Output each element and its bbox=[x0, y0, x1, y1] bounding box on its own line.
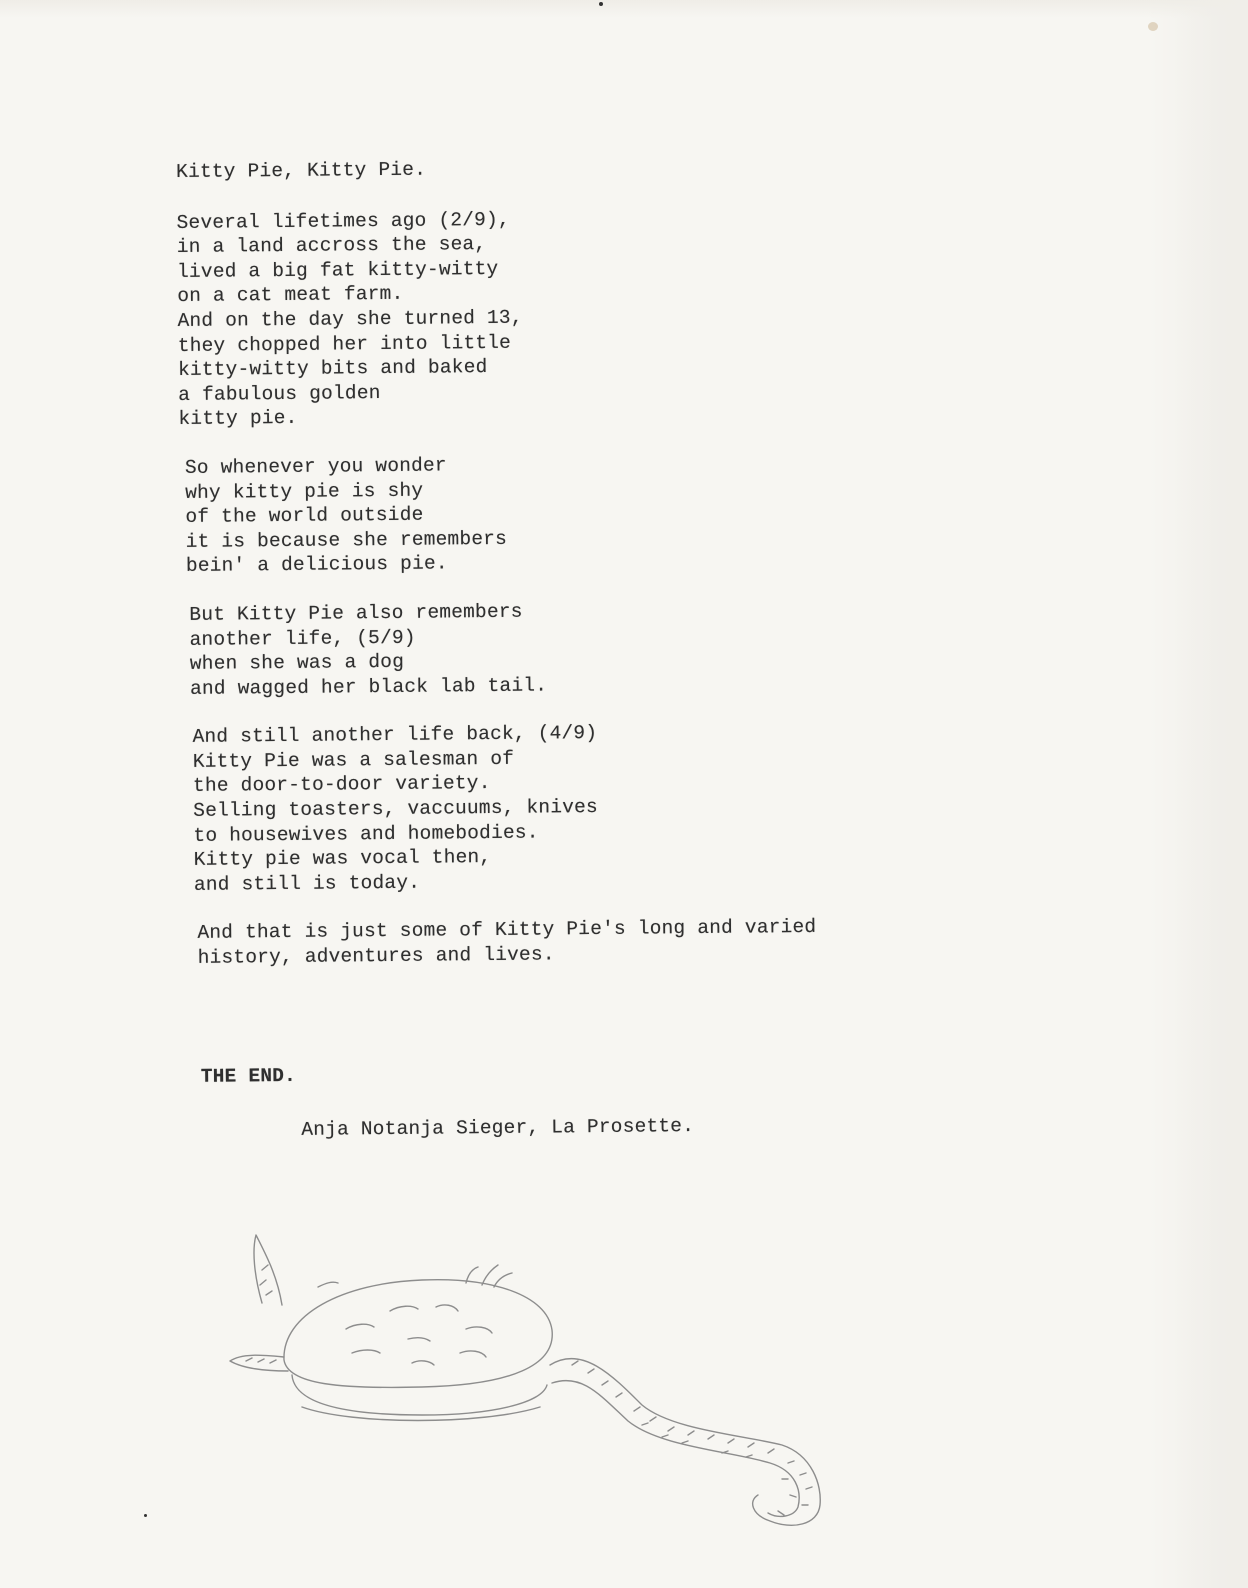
paper-speck bbox=[144, 1514, 147, 1517]
cat-pie-sketch-icon bbox=[222, 1225, 842, 1545]
closing-line: THE END. bbox=[200, 1064, 297, 1088]
poem-line: a fabulous golden bbox=[178, 381, 381, 406]
poem-line: Several lifetimes ago (2/9), bbox=[176, 208, 510, 234]
paper-speck bbox=[599, 2, 603, 6]
poem-line: when she was a dog bbox=[189, 650, 405, 675]
poem-line: in a land accross the sea, bbox=[176, 233, 487, 259]
paper-top-edge bbox=[0, 0, 1248, 18]
poem-line: the door-to-door variety. bbox=[192, 772, 491, 798]
poem-line: And still another life back, (4/9) bbox=[192, 722, 598, 749]
poem-line: to housewives and homebodies. bbox=[193, 821, 539, 847]
poem-line: And on the day she turned 13, bbox=[177, 306, 523, 332]
poem-line: So whenever you wonder bbox=[184, 454, 447, 479]
poem-line: But Kitty Pie also remembers bbox=[189, 600, 523, 626]
stanza-3 bbox=[189, 596, 901, 701]
poem-line: they chopped her into little bbox=[177, 331, 512, 357]
poem-line: kitty pie. bbox=[178, 407, 298, 431]
poem-title: Kitty Pie, Kitty Pie. bbox=[176, 158, 427, 183]
poem-line: lived a big fat kitty-witty bbox=[176, 257, 499, 283]
poem-line: kitty-witty bits and baked bbox=[177, 356, 488, 382]
paper-stain bbox=[1148, 22, 1158, 31]
poem-line: it is because she remembers bbox=[185, 527, 508, 553]
poem-line: Selling toasters, vaccuums, knives bbox=[193, 796, 599, 822]
poem-line: Kitty Pie was a salesman of bbox=[192, 747, 515, 773]
poem-line: and still is today. bbox=[193, 871, 421, 896]
poem-line: bein' a delicious pie. bbox=[185, 552, 448, 578]
paper-right-edge bbox=[1178, 0, 1248, 1588]
stanza-1 bbox=[176, 204, 898, 432]
stanza-2 bbox=[185, 449, 900, 579]
poem-line: history, adventures and lives. bbox=[197, 943, 555, 969]
poem-line: why kitty pie is shy bbox=[185, 479, 424, 504]
poem-line: And that is just some of Kitty Pie's long and varied bbox=[197, 916, 817, 945]
poem-line: on a cat meat farm. bbox=[177, 283, 404, 308]
stanza-5 bbox=[197, 914, 903, 970]
author-signature: Anja Notanja Sieger, La Prosette. bbox=[301, 1115, 695, 1142]
typed-poem bbox=[176, 153, 905, 1144]
poem-line: another life, (5/9) bbox=[189, 626, 416, 651]
poem-line: Kitty pie was vocal then, bbox=[193, 846, 492, 872]
stanza-4 bbox=[192, 718, 903, 897]
poem-line: and wagged her black lab tail. bbox=[189, 674, 548, 700]
poem-line: of the world outside bbox=[185, 503, 424, 529]
